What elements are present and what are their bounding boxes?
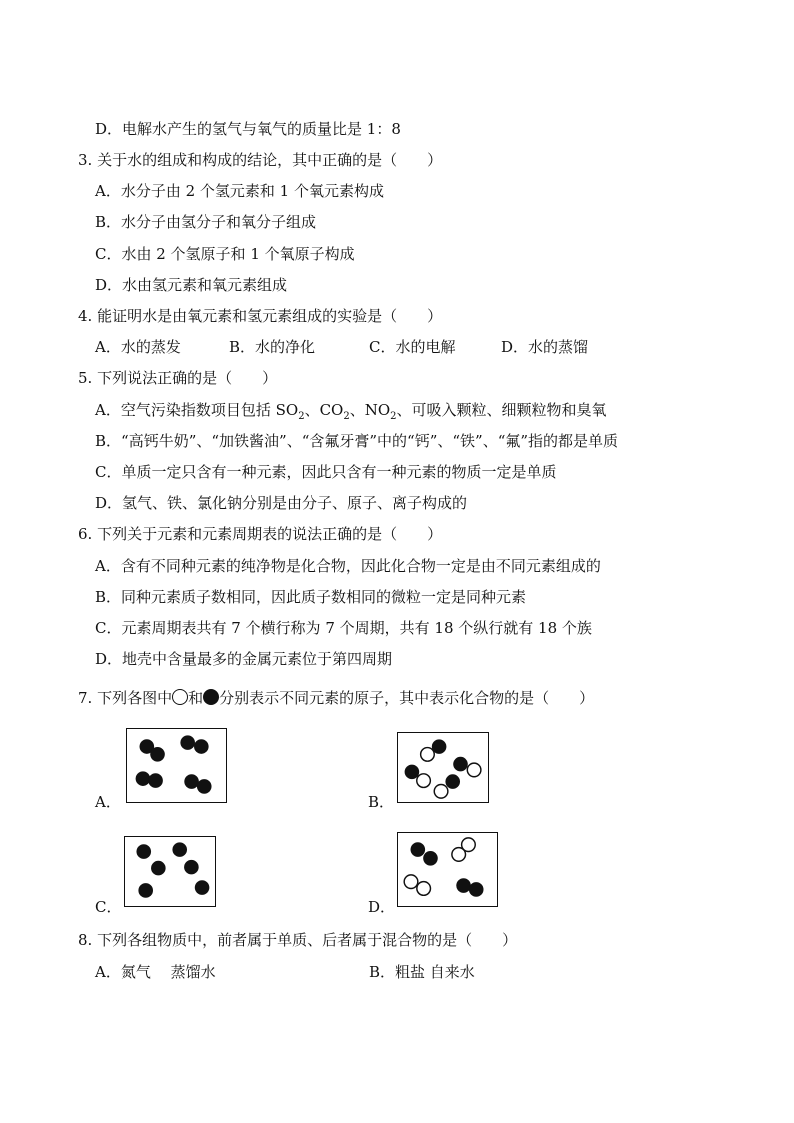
black-atom-icon — [150, 747, 165, 762]
q4-option-b: B．水的净化 — [229, 338, 316, 356]
black-atom-icon — [151, 861, 166, 876]
black-atom-icon — [194, 739, 209, 754]
q7-figure-a — [126, 728, 227, 803]
q3-option-d: D．水由氢元素和氧元素组成 — [95, 276, 288, 294]
q3-stem: 3. 关于水的组成和构成的结论，其中正确的是（ ） — [78, 151, 443, 169]
black-atom-icon — [184, 860, 199, 875]
q5-stem: 5. 下列说法正确的是（ ） — [78, 369, 278, 387]
black-atom-icon — [203, 689, 219, 705]
white-atom-icon — [467, 763, 481, 777]
black-atom-icon — [445, 774, 460, 789]
black-atom-icon — [138, 883, 153, 898]
q8-option-a: A．氮气 蒸馏水 — [95, 963, 216, 981]
q7-figure-c — [124, 836, 216, 907]
black-atom-icon — [432, 739, 447, 754]
black-atom-icon — [453, 757, 468, 772]
q7-figure-b — [397, 732, 489, 803]
black-atom-icon — [195, 880, 210, 895]
black-atom-icon — [197, 779, 212, 794]
white-atom-icon — [462, 838, 476, 852]
q5-option-d: D．氢气、铁、氯化钠分别是由分子、原子、离子构成的 — [95, 494, 468, 512]
q7-label-b: B． — [368, 793, 395, 811]
black-atom-icon — [184, 774, 199, 789]
black-atom-icon — [469, 882, 484, 897]
q7-label-d: D． — [368, 898, 396, 916]
black-atom-icon — [423, 851, 438, 866]
q5-option-c: C．单质一定只含有一种元素，因此只含有一种元素的物质一定是单质 — [95, 463, 557, 481]
q4-stem: 4. 能证明水是由氧元素和氢元素组成的实验是（ ） — [78, 307, 443, 325]
black-atom-icon — [411, 842, 426, 857]
q5-option-a: A．空气污染指数项目包括 $SO_2$、$CO_2$、$NO_2$、可吸入颗粒、细颗粒物和臭氧 — [95, 401, 607, 422]
white-atom-icon — [172, 689, 188, 705]
white-atom-icon — [417, 774, 431, 788]
q6-option-a: A．含有不同种元素的纯净物是化合物，因此化合物一定是由不同元素组成的 — [95, 557, 601, 575]
q6-option-b: B．同种元素质子数相同，因此质子数相同的微粒一定是同种元素 — [95, 588, 527, 606]
q7-stem: 7. 下列各图中 和 分别表示不同元素的原子，其中表示化合物的是（ ） — [78, 689, 595, 707]
q4-option-c: C．水的电解 — [369, 338, 456, 356]
q3-option-c: C．水由 2 个氢原子和 1 个氧原子构成 — [95, 245, 355, 263]
q7-figure-d — [397, 832, 498, 907]
q7-label-a: A． — [95, 793, 121, 811]
black-atom-icon — [456, 878, 471, 893]
q8-option-b: B．粗盐 自来水 — [369, 963, 475, 981]
q4-option-a: A．水的蒸发 — [95, 338, 181, 356]
q2-option-d: D．电解水产生的氢气与氧气的质量比是 1：8 — [95, 120, 401, 138]
q6-option-d: D．地壳中含量最多的金属元素位于第四周期 — [95, 650, 393, 668]
black-atom-icon — [180, 735, 195, 750]
white-atom-icon — [434, 785, 448, 799]
q5-option-b: B．“高钙牛奶”、“加铁酱油”、“含氟牙膏”中的“钙”、“铁”、“氟”指的都是单质 — [95, 432, 619, 450]
white-atom-icon — [417, 882, 431, 896]
q7-label-c: C． — [95, 898, 122, 916]
q3-option-b: B．水分子由氢分子和氧分子组成 — [95, 213, 317, 231]
q6-stem: 6. 下列关于元素和元素周期表的说法正确的是（ ） — [78, 525, 443, 543]
q6-option-c: C．元素周期表共有 7 个横行称为 7 个周期，共有 18 个纵行就有 18 个族 — [95, 619, 592, 637]
q4-option-d: D．水的蒸馏 — [501, 338, 589, 356]
white-atom-icon — [404, 875, 418, 889]
black-atom-icon — [136, 771, 151, 786]
q3-option-a: A．水分子由 2 个氢元素和 1 个氧元素构成 — [95, 182, 384, 200]
q8-stem: 8. 下列各组物质中，前者属于单质、后者属于混合物的是（ ） — [78, 931, 518, 949]
black-atom-icon — [148, 773, 163, 788]
black-atom-icon — [136, 844, 151, 859]
white-atom-icon — [421, 748, 435, 762]
black-atom-icon — [172, 842, 187, 857]
